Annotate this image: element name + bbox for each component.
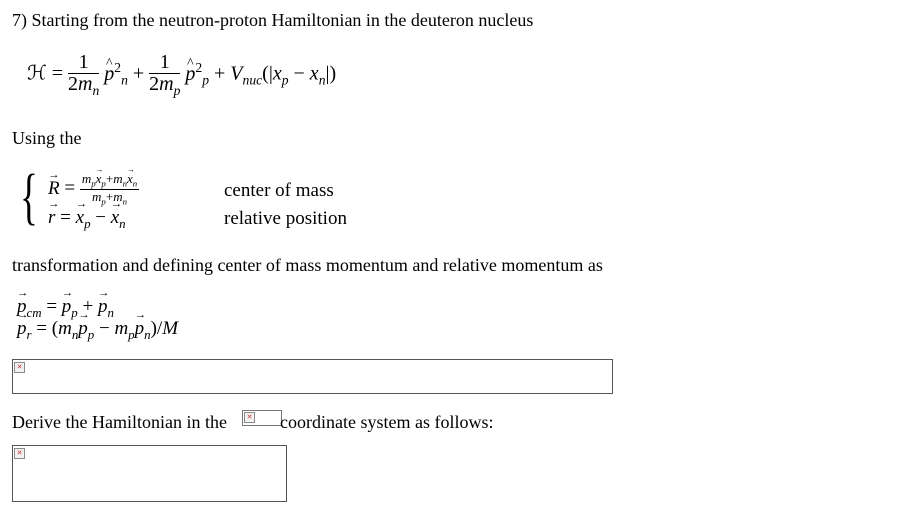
answer-image-box-2 bbox=[12, 445, 287, 502]
derive-text-before: Derive the Hamiltonian in the bbox=[12, 412, 227, 432]
derive-text-after: coordinate system as follows: bbox=[280, 412, 494, 432]
brace: { bbox=[19, 163, 38, 231]
using-label: Using the bbox=[12, 128, 82, 148]
relative-equation: → r = → $x_p$ − → $x_n$ bbox=[48, 207, 126, 232]
pr-equation: → $p_r = (m_n\to p_p - m_p\to p_n)/M$ bbox=[17, 318, 178, 343]
broken-image-icon: ✕ bbox=[14, 448, 25, 459]
hamiltonian-equation: ℋ = $\frac{1}{2m_n}$ ^ $p^2_n$ + $\frac{1}{2m_p}$ ^ $p^2_p + V_{nuc}(|x_p - x_n|)$ bbox=[27, 52, 336, 98]
answer-image-box-1 bbox=[12, 359, 613, 394]
pcm-equation: → $p_{cm}$ = → $p_p$ + → $p_n$ bbox=[17, 296, 114, 321]
transformation-text: transformation and defining center of mass momentum and relative momentum as bbox=[12, 255, 603, 275]
question-title: 7) Starting from the neutron-proton Hamiltonian in the deuteron nucleus bbox=[12, 10, 534, 30]
inline-image-box bbox=[242, 410, 282, 426]
relative-position-label: relative position bbox=[224, 208, 347, 229]
broken-image-icon: ✕ bbox=[14, 362, 25, 373]
broken-image-icon: ✕ bbox=[244, 412, 255, 423]
com-equation: → R = $\frac{m_p\to x_p+m_n\to x_n}{m_p+m_n}$ bbox=[48, 172, 139, 207]
center-of-mass-label: center of mass bbox=[224, 180, 334, 201]
